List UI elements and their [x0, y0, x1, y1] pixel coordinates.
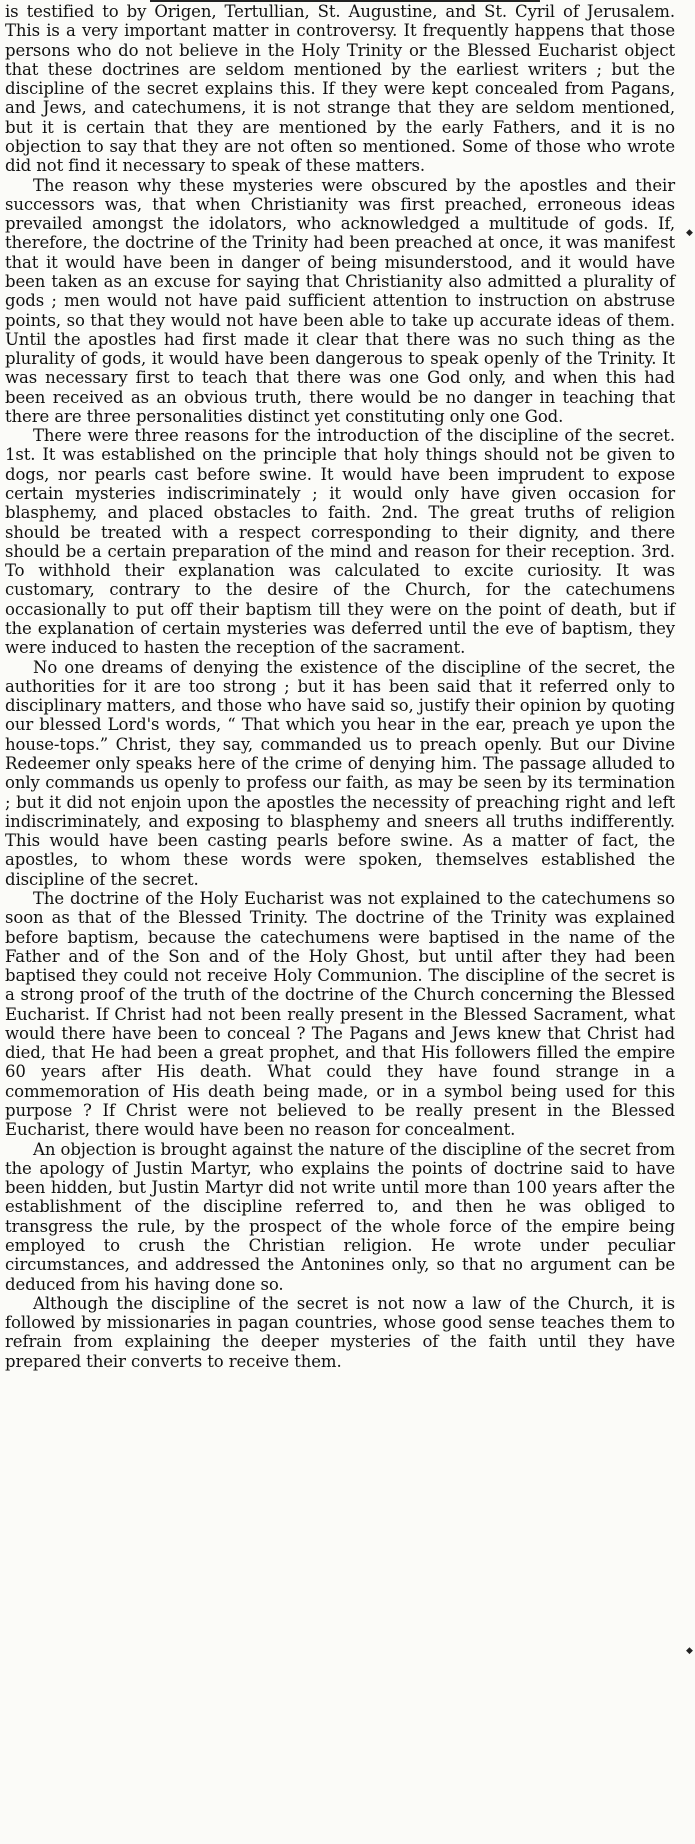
article-column: [5, 2, 675, 1371]
paragraph-objection-justin-martyr: An objection is brought against the nature of the discipline of the secret from the apology of Justin Martyr, who explains the points of doctrine said to have been hidden, but Justin Martyr did not write until more than 100 years after the establishment of the discipline referred to, and then he was obliged to transgress the rule, by the prospect of the whole force of the empire being employed to crush the Christian religion. He wrote under peculiar circumstances, and addressed the Antonines only, so that no argument can be deduced from his having done so.: [5, 1139, 675, 1294]
paragraph-existence-of-discipline: No one dreams of denying the existence of the discipline of the secret, the authorities for it are too strong ; but it has been said that it referred only to disciplinary matters, and those who have said so, justify their opinion by quoting our blessed Lord's words, “ That which you hear in the ear, preach ye upon the house-tops.” Christ, they say, commanded us to preach openly. But our Divine Redeemer only speaks here of the crime of denying him. The passage alluded to only commands us openly to profess our faith, as may be seen by its termination ; but it did not enjoin upon the apostles the necessity of preaching right and left indiscriminately, and exposing to blasphemy and sneers all truths indifferently. This would have been casting pearls before swine. As a matter of fact, the apostles, to whom these words were spoken, themselves established the discipline of the secret.: [5, 657, 675, 889]
margin-mark: ◆: [686, 228, 693, 238]
paragraph-three-reasons: There were three reasons for the introduction of the discipline of the secret. 1st. It was established on the principle that holy things should not be given to dogs, nor pearls cast before swine. It would have been imprudent to expose certain mysteries indiscriminately ; it would only have given occasion for blasphemy, and placed obstacles to faith. 2nd. The great truths of religion should be treated with a respect corresponding to their dignity, and there should be a certain preparation of the mind and reason for their reception. 3rd. To withhold their explanation was calculated to excite curiosity. It was customary, contrary to the desire of the Church, for the catechumens occasionally to put off their baptism till they were on the point of death, but if the explanation of certain mysteries was deferred until the eve of baptism, they were induced to hasten the reception of the sacrament.: [5, 426, 675, 658]
paragraph-holy-eucharist: The doctrine of the Holy Eucharist was not explained to the catechumens so soon as that of the Blessed Trinity. The doctrine of the Trinity was explained before baptism, because the catechumens were baptised in the name of the Father and of the Son and of the Holy Ghost, but until after they had been baptised they could not receive Holy Communion. The discipline of the secret is a strong proof of the truth of the doctrine of the Church concerning the Blessed Eucharist. If Christ had not been really present in the Blessed Sacrament, what would there have been to conceal ? The Pagans and Jews knew that Christ had died, that He had been a great prophet, and that His followers filled the empire 60 years after His death. What could they have found strange in a commemoration of His death being made, or in a symbol being used for this purpose ? If Christ were not believed to be really present in the Blessed Eucharist, there would have been no reason for concealment.: [5, 888, 675, 1140]
paragraph-mysteries-obscured: The reason why these mysteries were obscured by the apostles and their successors was, that when Christianity was first preached, erroneous ideas prevailed amongst the idolators, who acknowledged a multitude of gods. If, therefore, the doctrine of the Trinity had been preached at once, it was manifest that it would have been in danger of being misunderstood, and it would have been taken as an excuse for saying that Christianity also admitted a plurality of gods ; men would not have paid sufficient attention to instruction on abstruse points, so that they would not have been able to take up accurate ideas of them. Until the apostles had first made it clear that there was no such thing as the plurality of gods, it would have been dangerous to speak openly of the Trinity. It was necessary first to teach that there was one God only, and when this had been received as an obvious truth, there would be no danger in teaching that there are three personalities distinct yet constituting only one God.: [5, 175, 675, 426]
paragraph-missionaries: Although the discipline of the secret is not now a law of the Church, it is followed by missionaries in pagan countries, whose good sense teaches them to refrain from explaining the deeper mysteries of the faith until they have prepared their converts to receive them.: [5, 1293, 675, 1371]
paragraph-continuation: is testified to by Origen, Tertullian, St. Augustine, and St. Cyril of Jerusalem. This is a very important matter in controversy. It frequently happens that those persons who do not believe in the Holy Trinity or the Blessed Eucharist object that these doctrines are seldom mentioned by the earliest writers ; but the discipline of the secret explains this. If they were kept concealed from Pagans, and Jews, and catechumens, it is not strange that they are seldom mentioned, but it is certain that they are mentioned by the early Fathers, and it is no objection to say that they are not often so mentioned. Some of those who wrote did not find it necessary to speak of these matters.: [5, 2, 675, 176]
margin-mark: ◆: [686, 1646, 693, 1656]
